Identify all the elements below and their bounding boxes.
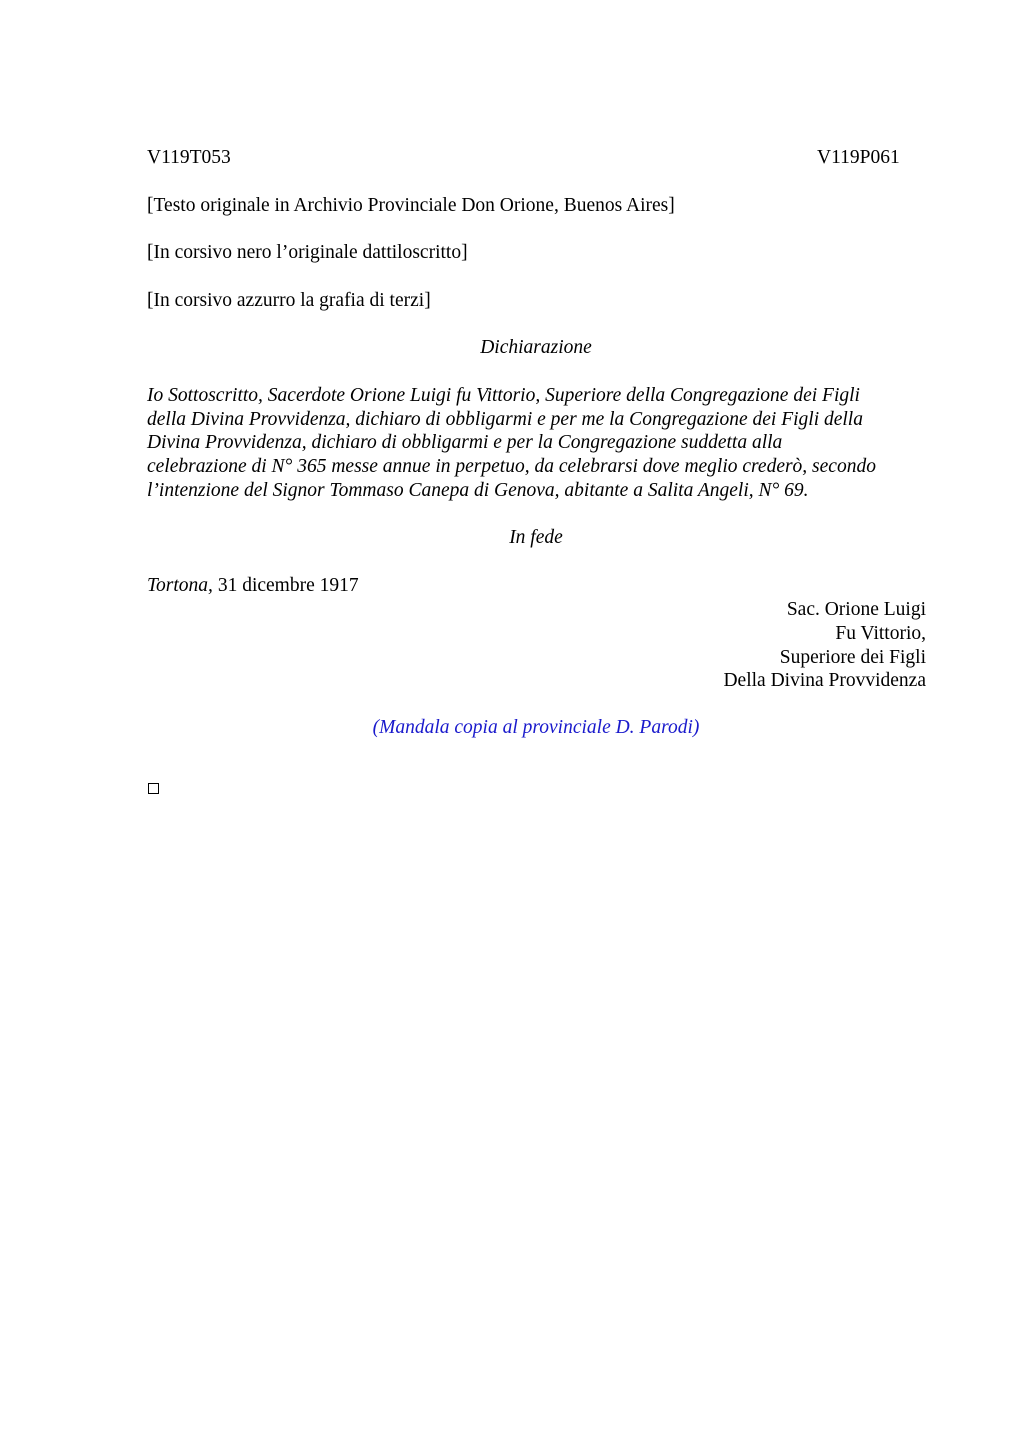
date: 31 dicembre 1917 <box>212 575 359 596</box>
body-line: Divina Provvidenza, dichiaro di obbligarmi e per la Congregazione suddetta alla <box>147 432 783 454</box>
third-party-note: [In corsivo azzurro la grafia di terzi] <box>147 290 431 311</box>
square-icon <box>148 783 159 794</box>
signature-line: Fu Vittorio, <box>835 622 926 644</box>
signature-line: Sac. Orione Luigi <box>786 599 926 620</box>
body-line: della Divina Provvidenza, dichiaro di obbligarmi e per me la Congregazione dei Figli della <box>147 408 863 430</box>
body-line: Io Sottoscritto, Sacerdote Orione Luigi fu Vittorio, Superiore della Congregazione dei Figli <box>147 385 860 406</box>
place: Tortona, <box>147 575 213 596</box>
signature-line: Superiore dei Figli <box>779 646 926 668</box>
declaration-body <box>147 384 927 503</box>
body-line: l’intenzione del Signor Tommaso Canepa di Genova, abitante a Salita Angeli, N° 69. <box>147 479 809 501</box>
signature-line: Della Divina Provvidenza <box>723 670 926 692</box>
typescript-note: [In corsivo nero l’originale dattiloscritto] <box>147 242 468 263</box>
place-and-date <box>147 574 359 598</box>
document-code-left: V119T053 <box>147 147 231 168</box>
archive-note: [Testo originale in Archivio Provinciale Don Orione, Buenos Aires] <box>147 195 675 216</box>
declaration-title: Dichiarazione <box>480 337 592 358</box>
body-line: celebrazione di N° 365 messe annue in perpetuo, da celebrarsi dove meglio crederò, secondo <box>147 456 876 478</box>
copy-instruction-note: (Mandala copia al provinciale D. Parodi) <box>372 717 700 738</box>
closing-formula: In fede <box>509 527 563 548</box>
document-code-right: V119P061 <box>817 147 900 168</box>
signature-block <box>600 598 926 693</box>
